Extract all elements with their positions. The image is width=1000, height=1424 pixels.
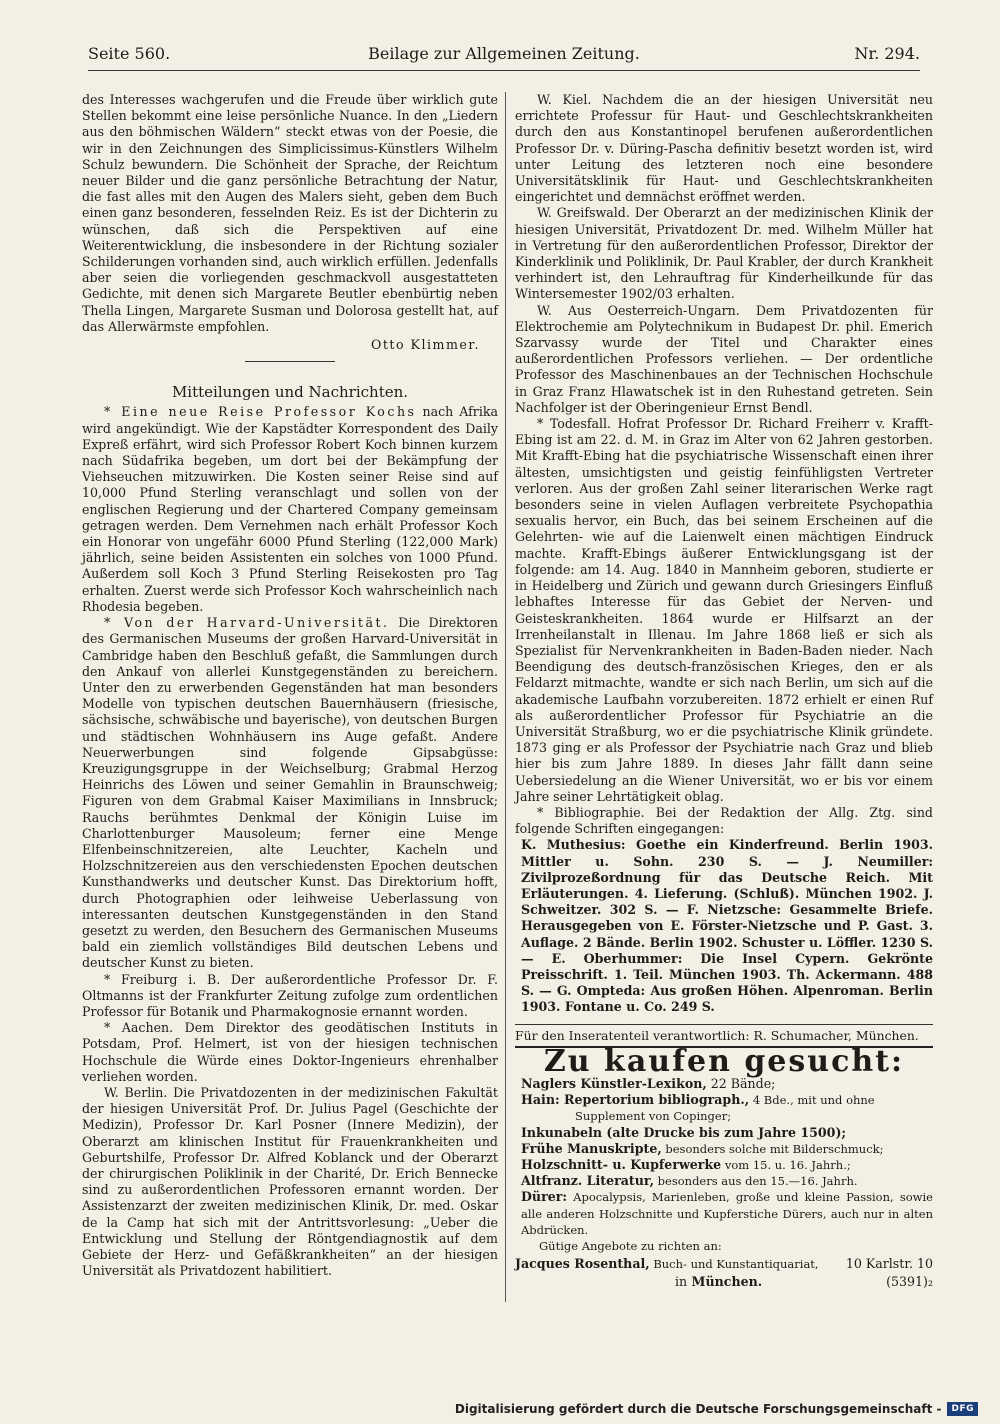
column-divider [505, 92, 506, 1302]
advertisement [515, 1043, 933, 1291]
article-koch [82, 404, 498, 615]
article-koch-body: nach Afrika wird angekündigt. Wie der Kapstädter Korrespondent des Daily Expreß erfährt, wird sich Professor Robert Koch binnen kurzem nach Südafrika begeben, um dort bei der Bekämpfung der Viehseuchen mitzuwirken. Die Kosten seiner Reise sind auf 10,000 Pfund Sterling veranschlagt und sollen von der englischen Regierung und der Chartered Company gemeinsam getragen werden. Dem Vernehmen nach erhält Professor Koch ein Honorar von ungefähr 6000 Pfund Sterling (122,000 Mark) jährlich, seine beiden Assistenten ein solches von 1000 Pfund. Außerdem soll Koch 3 Pfund Sterling Reisekosten pro Tag erhalten. Zuerst werde sich Professor Koch wahrscheinlich nach Rhodesia begeben. [82, 404, 498, 614]
advert-contact-note: Gütige Angebote zu richten an: [539, 1239, 722, 1254]
digitization-footer [455, 1402, 978, 1416]
article-freiburg: * Freiburg i. B. Der außerordentliche Professor Dr. F. Oltmanns ist der Frankfurter Zeitung zufolge zum ordentlichen Professor für Botanik und Pharmakognosie ernannt worden. [82, 971, 498, 1019]
right-column [515, 92, 933, 1291]
article-aachen: * Aachen. Dem Direktor des geodätischen Instituts in Potsdam, Prof. Helmert, ist von der hiesigen technischen Hochschule die Würde eines Doktor-Ingenieurs ehrenhalber verliehen worden. [82, 1020, 498, 1084]
review-continuation: des Interesses wachgerufen und die Freude über wirklich gute Stellen bekommt eine leise persönliche Nuance. In den „Liedern aus den böhmischen Wäldern“ steckt etwas von der Poesie, die wir in den Zeichnungen des Simplicissimus-Künstlers Wilhelm Schulz bewundern. Die Schönheit der Sprache, der Reichtum neuer Bilder und die ganz persönliche Betrachtung der Natur, die fast alles mit den Augen des Malers sieht, geben dem Buch einen ganz besonderen, fesselnden Reiz. Es ist der Dichterin zu wünschen, daß sich die Perspektiven auf eine Weiterentwicklung, die insbesondere in der Richtung sozialer Schilderungen vorhanden sind, auch wirklich erfüllen. Jedenfalls aber seien die vorliegenden geschmackvoll ausgestatteten Gedichte, mit denen sich Margarete Beutler ebenbürtig neben Thella Lingen, Margarete Susman und Dolorosa gestellt hat, auf das Allerwärmste empfohlen. [82, 92, 498, 334]
advert-item: Frühe Manuskripte, besonders solche mit Bilderschmuck; [521, 1140, 884, 1156]
article-harvard [82, 615, 498, 971]
article-austria-hungary: W. Aus Oesterreich-Ungarn. Dem Privatdozenten für Elektrochemie am Polytechnikum in Budapest Dr. phil. Emerich Szarvassy wurde der Titel und Charakter eines außerordentlichen Professors verliehen. — Der ordentliche Professor des Maschinenbaues an der Technischen Hochschule in Graz Franz Hlawatschek ist in den Ruhestand getreten. Sein Nachfolger ist der Oberingenieur Ernst Bendl. [515, 302, 933, 415]
article-harvard-body: Die Direktoren des Germanischen Museums der großen Harvard-Universität in Cambridge haben den Beschluß gefaßt, die Sammlungen durch den Ankauf von allerlei Kunstgegenständen zu bereichern. Unter den zu erwerbenden Gegenständen hat man besonders Modelle von typischen deutschen Bauernhäusern (friesische, sächsische, schwäbische und bayerische), von deutschen Burgen und städtischen Wohnhäusern ins Auge gefaßt. Andere Neuerwerbungen sind folgende Gipsabgüsse: Kreuzigungsgruppe in der Weichselburg; Grabmal Herzog Heinrichs des Löwen und seiner Gemahlin in Braunschweig; Figuren von dem Grabmal Kaiser Maximilians in Innsbruck; Rauchs berühmtes Denkmal der Königin Luise im Charlottenburger Mausoleum; ferner eine Menge Elfenbeinschnitzereien, alte Leuchter, Kacheln und Holzschnitzereien aus den verschiedensten Epochen deutschen Kunsthandwerks und deutscher Kunst. Das Direktorium hofft, durch Photographien oder leihweise Ueberlassung von interessanten deutschen Kunstgegenständen in den Stand gesetzt zu werden, den Besuchern des Germanischen Museums bald ein ziemlich vollständiges Bild deutschen Lebens und deutscher Kunst zu bieten. [82, 615, 498, 971]
review-signature: Otto Klimmer. [371, 337, 480, 353]
footer-text: Digitalisierung gefördert durch die Deutsche Forschungsgemeinschaft - [454, 1402, 942, 1416]
advert-item-note: Supplement von Copinger; [575, 1109, 732, 1124]
advert-item: Altfranz. Literatur, besonders aus den 15.—16. Jahrh. [521, 1173, 858, 1189]
advert-code: (5391)₂ [886, 1274, 933, 1290]
header-rule [88, 70, 920, 71]
advert-city-line: in München. (5391)₂ [675, 1274, 933, 1290]
advert-firm [515, 1256, 933, 1272]
issue-number: Nr. 294. [854, 44, 920, 63]
section-rule [245, 361, 335, 362]
article-obituary: * Todesfall. Hofrat Professor Dr. Richard Freiherr v. Krafft-Ebing ist am 22. d. M. in Graz im Alter von 62 Jahren gestorben. Mit Krafft-Ebing hat die psychiatrische Wissenschaft einen ihrer ältesten, umsichtigsten und geistig feinfühligsten Vertreter verloren. Aus der großen Zahl seiner literarischen Werke ragt besonders seine in vielen Auflagen verbreitete Psychopathia sexualis hervor, ein Buch, das bei seinem Erscheinen auf die Gelehrten- wie auf die Laienwelt einen mächtigen Eindruck machte. Krafft-Ebings äußerer Entwicklungsgang ist der folgende: am 14. Aug. 1840 in Mannheim geboren, studierte er in Heidelberg und Zürich und gewann durch Griesingers Einfluß lebhaftes Interesse für das Gebiet der Nerven- und Geisteskrankheiten. 1864 wurde er Hilfsarzt an der Irrenheilanstalt in Illenau. Im Jahre 1868 ließ er sich als Spezialist für Nervenkrankheiten in Baden-Baden nieder. Nach Beendigung des deutsch-französischen Krieges, den er als Feldarzt mitmachte, wandte er sich nach Berlin, um sich auf die akademische Laufbahn vorzubereiten. 1872 erhielt er einen Ruf als außerordentlicher Professor für Psychiatrie an die Universität Straßburg, wo er die psychiatrische Klinik gründete. 1873 ging er als Professor der Psychiatrie nach Graz und blieb hier bis zum Jahre 1889. In dieses Jahr fällt dann seine Uebersiedelung an die Wiener Universität, wo er bis vor einem Jahre seiner Lehrtätigkeit oblag. [515, 416, 933, 804]
page-number: Seite 560. [88, 44, 171, 63]
article-koch-lead: * Eine neue Reise Professor Kochs [104, 404, 417, 420]
publication-title: Beilage zur Allgemeinen Zeitung. [368, 44, 640, 63]
bibliography-intro: * Bibliographie. Bei der Redaktion der Allg. Ztg. sind folgende Schriften eingegangen: [515, 804, 933, 837]
advert-item: Inkunabeln (alte Drucke bis zum Jahre 1500); [521, 1124, 847, 1140]
advert-item: Holzschnitt- u. Kupferwerke vom 15. u. 16. Jahrh.; [521, 1157, 851, 1172]
bibliography-list [515, 837, 933, 1015]
page-header [88, 44, 920, 66]
section-heading: Mitteilungen und Nachrichten. [171, 383, 409, 402]
article-harvard-lead: * Von der Harvard-Universität. [104, 615, 390, 631]
article-kiel: W. Kiel. Nachdem die an der hiesigen Universität neu errichtete Professur für Haut- und Geschlechtskrankheiten durch den aus Konstantinopel berufenen außerordentlichen Professor Dr. v. Düring-Pascha definitiv besetzt worden ist, wird unter Leitung des letzteren noch eine besondere Universitätsklinik für Haut- und Geschlechtskrankheiten eingerichtet und demnächst eröffnet werden. [515, 92, 933, 205]
advert-item: Hain: Repertorium bibliograph., 4 Bde., mit und ohne [521, 1092, 875, 1108]
article-berlin: W. Berlin. Die Privatdozenten in der medizinischen Fakultät der hiesigen Universität Prof. Dr. Julius Pagel (Geschichte der Medizin), Professor Dr. Karl Posner (Innere Medizin), der Oberarzt am klinischen Institut für Frauenkrankheiten und Geburtshilfe, Professor Dr. Alfred Koblanck und der Oberarzt der chirurgischen Poliklinik in der Charité, Dr. Erich Bennecke sind zu außerordentlichen Professoren ernannt worden. Der Assistenzarzt der zweiten medizinischen Klinik, Dr. med. Oskar de la Camp hat sich mit der Antrittsvorlesung: „Ueber die Entwicklung und Stellung der Röntgendiagnostik auf dem Gebiete der Herz- und Gefäßkrankheiten“ an der hiesigen Universität als Privatdozent habilitiert. [82, 1084, 498, 1279]
advert-title: Zu kaufen gesucht: [543, 1043, 905, 1079]
advert-separator [515, 1024, 933, 1025]
firm-city: München. [691, 1274, 763, 1290]
firm-name: Jacques Rosenthal, [515, 1256, 650, 1272]
advert-item: Dürer: Apocalypsis, Marienleben, große und kleine Passion, sowie alle anderen Holzschnitte und Kupferstiche Dürers, auch nur in alten Abdrücken. [521, 1189, 933, 1237]
firm-address: 10 Karlstr. 10 [845, 1256, 933, 1272]
bibliography-entries: K. Muthesius: Goethe ein Kinderfreund. Berlin 1903. Mittler u. Sohn. 230 S. — J. Neumiller: Zivilprozeßordnung für das Deutsche Reich. Mit Erläuterungen. 4. Lieferung. (Schluß). München 1902. J. Schweitzer. 302 S. — F. Nietzsche: Gesammelte Briefe. Herausgegeben von E. Förster-Nietzsche und P. Gast. 3. Auflage. 2 Bände. Berlin 1902. Schuster u. Löffler. 1230 S. — E. Oberhummer: Die Insel Cypern. Gekrönte Preisschrift. 1. Teil. München 1903. Th. Ackermann. 488 S. — G. Ompteda: Aus großen Höhen. Alpenroman. Berlin 1903. Fontane u. Co. 249 S. [521, 837, 933, 1015]
dfg-logo: DFG [947, 1402, 978, 1416]
advert-responsible-editor: Für den Inseratenteil verantwortlich: R. Schumacher, München. [515, 1027, 919, 1043]
article-greifswald: W. Greifswald. Der Oberarzt an der medizinischen Klinik der hiesigen Universität, Privatdozent Dr. med. Wilhelm Müller hat in Vertretung für den außerordentlichen Professor, Direktor der Kinderklinik und Poliklinik, Dr. Paul Krabler, der durch Krankheit verhindert ist, den Lehrauftrag für Kinderheilkunde für das Wintersemester 1902/03 erhalten. [515, 205, 933, 302]
left-column [82, 92, 498, 1279]
firm-description: Buch- und Kunstantiquariat, [649, 1257, 819, 1272]
advert-item: Naglers Künstler-Lexikon, 22 Bände; [521, 1075, 776, 1091]
